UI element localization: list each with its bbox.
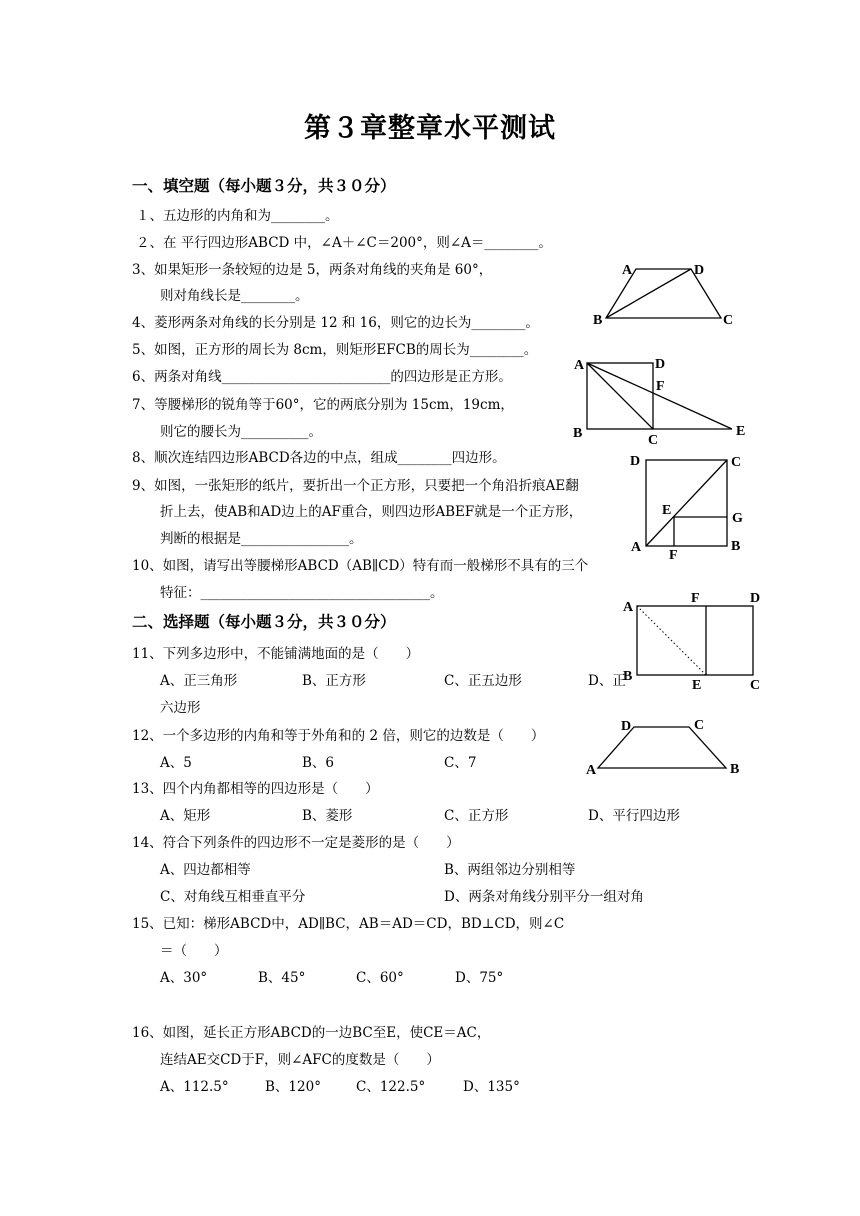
- fig3-label-f: F: [669, 548, 678, 563]
- q15-option-a: A、30°: [160, 970, 208, 986]
- fig5-trapezoid-outline: [598, 727, 726, 768]
- q16-option-b: B、120°: [265, 1079, 321, 1095]
- fig3-label-c: C: [731, 455, 742, 470]
- figure-isosceles-trapezoid: [580, 714, 750, 779]
- fig2-label-e: E: [736, 424, 746, 439]
- fig1-diagonal-bd: [606, 269, 691, 318]
- question-2: ２、在 平行四边形ABCD 中，∠A＋∠C＝200°，则∠A＝________。: [136, 235, 552, 251]
- question-9-line-3: 判断的根据是________________。: [160, 531, 363, 547]
- fig4-label-a: A: [623, 600, 634, 615]
- fig3-label-b: B: [731, 539, 741, 554]
- q11-option-d-wrap: 六边形: [160, 700, 201, 716]
- q11-option-d: D、正: [588, 673, 626, 689]
- question-12: 12、一个多边形的内角和等于外角和的 2 倍，则它的边数是（ ）: [132, 728, 545, 744]
- fig1-label-d: D: [694, 263, 705, 278]
- fig2-label-b: B: [573, 426, 583, 441]
- question-4: 4、菱形两条对角线的长分别是 12 和 16，则它的边长为________。: [132, 315, 539, 331]
- fig5-label-c: C: [694, 718, 705, 733]
- question-16-line-2: 连结AE交CD于F，则∠AFC的度数是（ ）: [160, 1052, 440, 1068]
- question-10-line-2: 特征：__________________________________。: [160, 585, 444, 601]
- fig3-diagonal: [646, 460, 727, 546]
- fig2-label-f: F: [656, 379, 665, 394]
- q16-option-d: D、135°: [463, 1079, 520, 1095]
- fig1-label-a: A: [622, 263, 633, 278]
- figure-rectangle-dotted: [620, 588, 770, 693]
- question-15-line-2: ＝（ ）: [160, 943, 228, 959]
- question-3-line-2: 则对角线长是________。: [160, 288, 309, 304]
- fig2-diagonal-ac: [587, 363, 653, 429]
- fig5-label-b: B: [730, 762, 740, 777]
- fig4-label-e: E: [692, 678, 702, 693]
- q13-option-c: C、正方形: [444, 808, 509, 824]
- question-14: 14、符合下列条件的四边形不一定是菱形的是（ ）: [132, 835, 460, 851]
- figure-trapezoid-diagonal: [580, 258, 750, 333]
- fig4-label-d: D: [750, 591, 761, 606]
- question-5: 5、如图，正方形的周长为 8cm，则矩形EFCB的周长为________。: [132, 342, 538, 358]
- section-choice-heading: 二、选择题（每小题３分，共３０分）: [132, 612, 396, 631]
- page-title: 第３章整章水平测试: [304, 113, 556, 144]
- fig3-label-e: E: [662, 503, 672, 518]
- question-3-line-1: 3、如果矩形一条较短的边是 5，两条对角线的夹角是 60°，: [132, 262, 493, 278]
- q15-option-d: D、75°: [455, 970, 504, 986]
- fig5-label-a: A: [586, 763, 597, 778]
- fig2-label-d: D: [655, 357, 666, 372]
- fig1-label-c: C: [723, 313, 734, 328]
- question-7-line-2: 则它的腰长为__________。: [160, 424, 322, 440]
- fig2-line-ae: [587, 363, 732, 429]
- fig4-label-f: F: [691, 591, 700, 606]
- fig4-label-c: C: [750, 678, 761, 693]
- q11-option-c: C、正五边形: [444, 673, 522, 689]
- fig5-label-d: D: [621, 719, 632, 734]
- question-7-line-1: 7、等腰梯形的锐角等于60°，它的两底分别为 15cm，19cm，: [132, 397, 514, 413]
- figure-folded-square: [625, 452, 760, 562]
- question-10-line-1: 10、如图，请写出等腰梯形ABCD（AB∥CD）特有而一般梯形不具有的三个: [132, 558, 589, 574]
- question-6: 6、两条对角线_________________________的四边形是正方形。: [132, 369, 512, 385]
- fig4-label-b: B: [623, 669, 633, 684]
- q13-option-d: D、平行四边形: [588, 808, 680, 824]
- q12-option-a: A、5: [160, 755, 192, 771]
- question-9-line-1: 9、如图，一张矩形的纸片，要折出一个正方形，只要把一个角沿折痕AE翻: [132, 478, 579, 494]
- q13-option-b: B、菱形: [302, 808, 353, 824]
- q12-option-b: B、6: [302, 755, 335, 771]
- fig2-label-c: C: [648, 433, 659, 448]
- fig3-label-a: A: [631, 540, 642, 555]
- fig4-dotted-diagonal: [637, 606, 706, 675]
- figure-square-extension: [570, 352, 755, 452]
- fig1-label-b: B: [593, 313, 603, 328]
- question-8: 8、顺次连结四边形ABCD各边的中点，组成________四边形。: [132, 450, 506, 466]
- q11-option-a: A、正三角形: [160, 673, 238, 689]
- q14-option-a: A、四边都相等: [160, 862, 251, 878]
- question-13: 13、四个内角都相等的四边形是（ ）: [132, 781, 379, 797]
- q14-option-c: C、对角线互相垂直平分: [160, 889, 306, 905]
- q14-option-d: D、两条对角线分别平分一组对角: [444, 889, 644, 905]
- q12-option-c: C、7: [444, 755, 477, 771]
- q16-option-a: A、112.5°: [160, 1079, 229, 1095]
- q15-option-b: B、45°: [258, 970, 306, 986]
- question-11: 11、下列多边形中，不能铺满地面的是（ ）: [132, 646, 420, 662]
- question-1: １、五边形的内角和为________。: [136, 208, 339, 224]
- section-fill-blank-heading: 一、填空题（每小题３分，共３０分）: [132, 176, 396, 195]
- question-9-line-2: 折上去，使AB和AD边上的AF重合，则四边形ABEF就是一个正方形，: [160, 504, 583, 520]
- q11-option-b: B、正方形: [302, 673, 366, 689]
- fig4-rectangle: [637, 606, 753, 675]
- question-15-line-1: 15、已知：梯形ABCD中，AD∥BC，AB＝AD＝CD，BD⊥CD，则∠C: [132, 916, 565, 932]
- fig3-label-d: D: [630, 454, 641, 469]
- q15-option-c: C、60°: [356, 970, 404, 986]
- q13-option-a: A、矩形: [160, 808, 211, 824]
- fig2-label-a: A: [574, 358, 585, 373]
- question-16-line-1: 16、如图，延长正方形ABCD的一边BC至E，使CE＝AC，: [132, 1025, 491, 1041]
- q14-option-b: B、两组邻边分别相等: [444, 862, 576, 878]
- q16-option-c: C、122.5°: [356, 1079, 426, 1095]
- fig3-label-g: G: [732, 511, 743, 526]
